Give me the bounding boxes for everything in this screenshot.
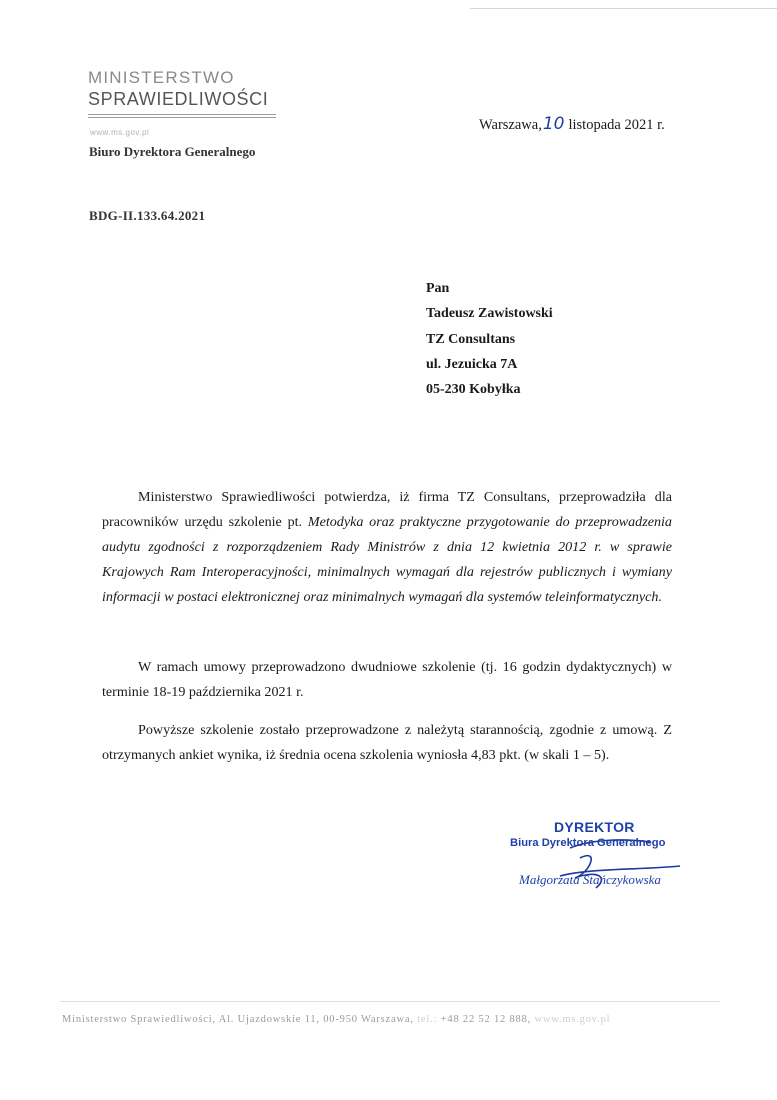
top-edge-rule <box>470 8 777 9</box>
logo-line-sprawiedliwosci: SPRAWIEDLIWOŚCI <box>88 89 269 109</box>
footer-address: Ministerstwo Sprawiedliwości, Al. Ujazdowskie 11, 00-950 Warszawa, <box>62 1014 414 1025</box>
logo-rules <box>88 114 276 120</box>
recipient-address <box>426 276 553 402</box>
recipient-name: Tadeusz Zawistowski <box>426 306 553 322</box>
reference-number: BDG-II.133.64.2021 <box>89 208 206 223</box>
paragraph-assessment <box>102 718 672 768</box>
footer-phone: +48 22 52 12 888, <box>440 1014 532 1025</box>
recipient-salutation: Pan <box>426 281 450 296</box>
date-day-handwritten: 10 <box>542 114 565 134</box>
date-city: Warszawa, <box>479 117 542 133</box>
stamp-title: DYREKTOR <box>554 819 635 835</box>
logo-line-ministerstwo: MINISTERSTWO <box>88 68 235 87</box>
department-name: Biuro Dyrektora Generalnego <box>89 144 256 159</box>
stamp-office: Biura Dyrektora Generalnego <box>510 837 666 849</box>
footer-rule <box>60 1001 720 1002</box>
paragraph-3-text: Powyższe szkolenie zostało przeprowadzone z należytą starannością, zgodnie z umową. Z otrzymanych ankiet wynika, iż średnia ocena szkolenia wyniosła 4,83 pkt. (w skali 1 – 5). <box>102 722 672 763</box>
paragraph-1-intro: Ministerstwo Sprawiedliwości potwierdza, iż firma TZ Consultans, przeprowadziła dla pracowników urzędu szkolenie pt. <box>102 489 672 530</box>
date-line <box>479 114 665 134</box>
training-title: Metodyka oraz praktyczne przygotowanie do przeprowadzenia audytu zgodności z rozporządzeniem Rady Ministrów z dnia 12 kwietnia 2012 r. w sprawie Krajowych Ram Interoperacyjności, minimalnych wymagań dla rejestrów publicznych i wymiany informacji w postaci elektronicznej oraz minimalnych wymagań dla systemów teleinformatycznych. <box>102 514 672 605</box>
footer-phone-label: tel.: <box>417 1014 438 1025</box>
recipient-company: TZ Consultans <box>426 331 516 347</box>
paragraph-confirmation <box>102 485 672 610</box>
recipient-postal-city: 05-230 Kobyłka <box>426 382 521 398</box>
footer-url: www.ms.gov.pl <box>534 1014 611 1025</box>
footer <box>62 1014 610 1025</box>
logo-url: www.ms.gov.pl <box>90 128 150 137</box>
recipient-street: ul. Jezuicka 7A <box>426 356 518 372</box>
paragraph-2-text: W ramach umowy przeprowadzono dwudniowe szkolenie (tj. 16 godzin dydaktycznych) w terminie 18-19 października 2021 r. <box>102 659 672 700</box>
date-month-year: listopada 2021 r. <box>568 117 665 133</box>
paragraph-training-details <box>102 655 672 705</box>
stamp-signatory-name: Małgorzata Stańczykowska <box>519 872 661 887</box>
